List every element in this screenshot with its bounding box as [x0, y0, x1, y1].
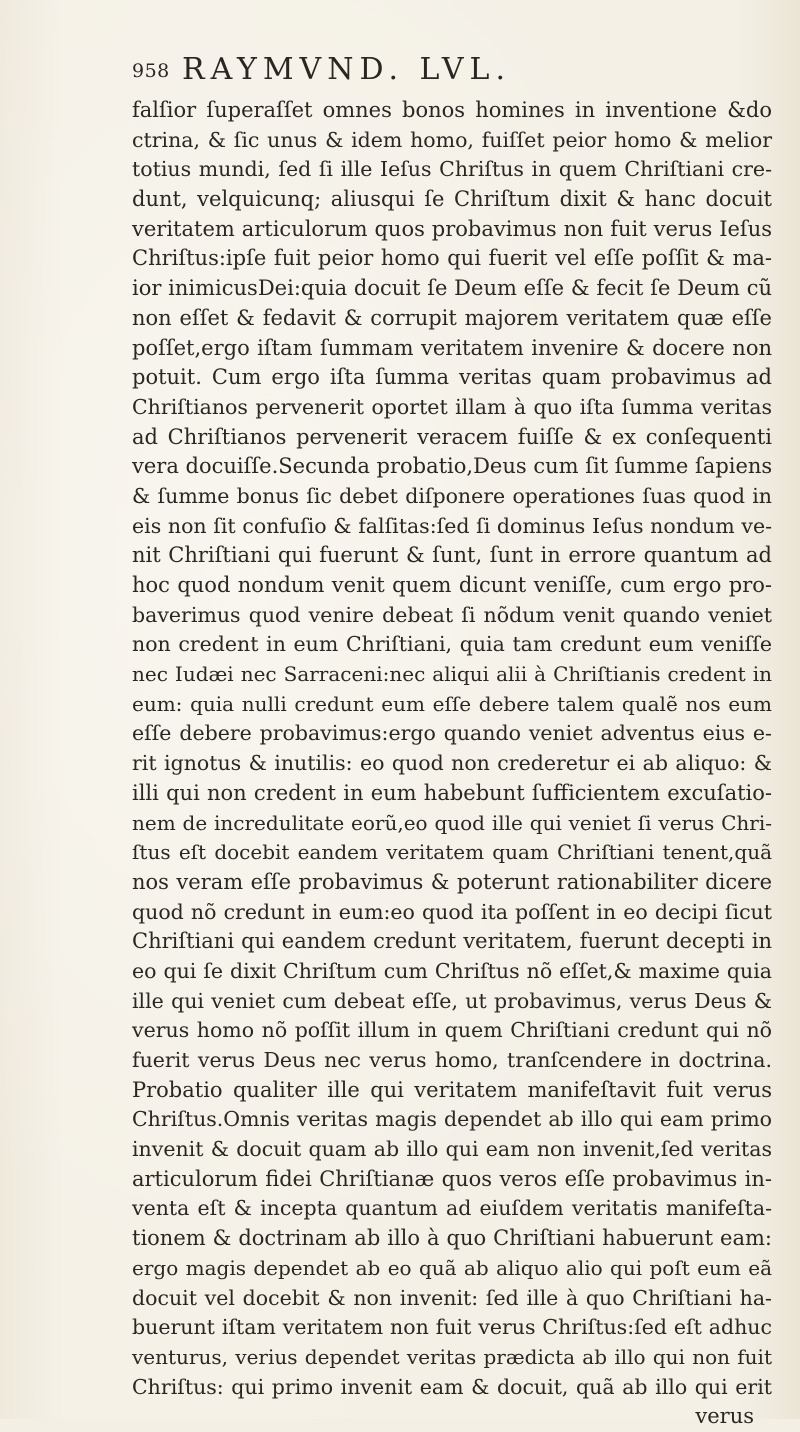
catchword: verus — [695, 1404, 754, 1429]
text-line: fuerit verus Deus nec verus homo, tranſcendere in doctrina. — [132, 1048, 772, 1072]
text-line: Chriſtus: qui primo invenit eam & docuit, quã ab illo qui erit — [132, 1374, 772, 1399]
text-line: potuit. Cum ergo iſta ſumma veritas quam probavimus ad — [132, 365, 772, 390]
text-line: ior inimicusDei:quia docuit ſe Deum eſſe & fecit ſe Deum cũ — [132, 276, 772, 301]
text-line: falſior ſuperaſſet omnes bonos homines in inventione &do — [132, 98, 772, 122]
text-line: articulorum fidei Chriſtianæ quos veros eſſe probavimus in- — [132, 1166, 772, 1191]
text-line: rit ignotus & inutilis: eo quod non crederetur ei ab aliquo: & — [132, 751, 772, 776]
text-line: nec Iudæi nec Sarraceni:nec aliqui alii à Chriſtianis credent in — [132, 662, 772, 687]
text-line: baverimus quod venire debeat ſi nõdum venit quando veniet — [132, 602, 772, 627]
text-line: eis non ſit confuſio & falſitas:ſed ſi dominus Ieſus nondum ve- — [132, 513, 772, 538]
text-line: Chriſtus:ipſe fuit peior homo qui fuerit vel eſſe poſſit & ma- — [132, 246, 772, 271]
text-line: invenit & docuit quam ab illo qui eam non invenit,ſed veritas — [132, 1137, 772, 1162]
text-line: ille qui veniet cum debeat eſſe, ut probavimus, verus Deus & — [132, 988, 772, 1013]
text-line: poſſet,ergo iſtam ſummam veritatem invenire & docere non — [132, 335, 772, 360]
text-line: tionem & doctrinam ab illo à quo Chriſtiani habuerunt eam: — [132, 1226, 772, 1251]
text-line: illi qui non credent in eum habebunt ſufficientem excuſatio- — [132, 780, 772, 805]
text-line: venturus, verius dependet veritas prædicta ab illo qui non fuit — [132, 1344, 772, 1369]
text-line: eo qui ſe dixit Chriſtum cum Chriſtus nõ eſſet,& maxime quia — [132, 958, 772, 983]
page-number: 958 — [132, 60, 170, 82]
text-line: Chriſtianos pervenerit oportet illam à quo iſta ſumma veritas — [132, 394, 772, 419]
text-line: totius mundi, ſed ſi ille Ieſus Chriſtus in quem Chriſtiani cre- — [132, 157, 772, 182]
text-line: veritatem articulorum quos probavimus non fuit verus Ieſus — [132, 216, 772, 241]
text-line: ad Chriſtianos pervenerit veracem fuiſſe & ex conſequenti — [132, 424, 772, 449]
text-line: venta eſt & incepta quantum ad eiuſdem veritatis manifeſta- — [132, 1196, 772, 1221]
text-line: non credent in eum Chriſtiani, quia tam credunt eum veniſſe — [132, 632, 772, 657]
text-line: ſtus eſt docebit eandem veritatem quam Chriſtiani tenent,quã — [132, 840, 772, 865]
body-text — [132, 96, 772, 1432]
text-line: Chriſtus.Omnis veritas magis dependet ab illo qui eam primo — [132, 1107, 772, 1132]
text-line: nit Chriſtiani qui fuerunt & ſunt, ſunt in errore quantum ad — [132, 543, 772, 568]
text-line: Chriſtiani qui eandem credunt veritatem, fuerunt decepti in — [132, 929, 772, 954]
text-line: ctrina, & ſic unus & idem homo, fuiſſet peior homo & melior — [132, 127, 772, 152]
text-line: nos veram eſſe probavimus & poterunt rationabiliter dicere — [132, 869, 772, 894]
text-line: nem de incredulitate eorũ,eo quod ille qui veniet ſi verus Chri- — [132, 810, 772, 835]
text-line: eſſe debere probavimus:ergo quando veniet adventus eius e- — [132, 721, 772, 746]
text-line: & ſumme bonus ſic debet diſponere operationes ſuas quod in — [132, 483, 772, 508]
text-line: dunt, velquicunq; aliusqui ſe Chriſtum dixit & hanc docuit — [132, 187, 772, 212]
text-line: Probatio qualiter ille qui veritatem manifeſtavit fuit verus — [132, 1077, 772, 1102]
text-line: buerunt iſtam veritatem non fuit verus Chriſtus:ſed eſt adhuc — [132, 1315, 772, 1340]
text-line: eum: quia nulli credunt eum eſſe debere talem qualẽ nos eum — [132, 691, 772, 716]
text-line: ergo magis dependet ab eo quã ab aliquo alio qui poſt eum eã — [132, 1255, 772, 1280]
text-line: verus homo nõ poſſit illum in quem Chriſtiani credunt qui nõ — [132, 1018, 772, 1043]
text-line: non eſſet & fedavit & corrupit majorem veritatem quæ eſſe — [132, 305, 772, 330]
text-line: quod nõ credunt in eum:eo quod ita poſſent in eo decipi ſicut — [132, 899, 772, 924]
running-head: RAYMVND. LVL. — [182, 52, 512, 87]
text-line: docuit vel docebit & non invenit: ſed ille à quo Chriſtiani ha- — [132, 1285, 772, 1310]
text-line: vera docuiſſe.Secunda probatio,Deus cum ſit ſumme ſapiens — [132, 454, 773, 479]
page-header — [132, 52, 772, 92]
text-line: hoc quod nondum venit quem dicunt veniſſe, cum ergo pro- — [132, 573, 772, 597]
